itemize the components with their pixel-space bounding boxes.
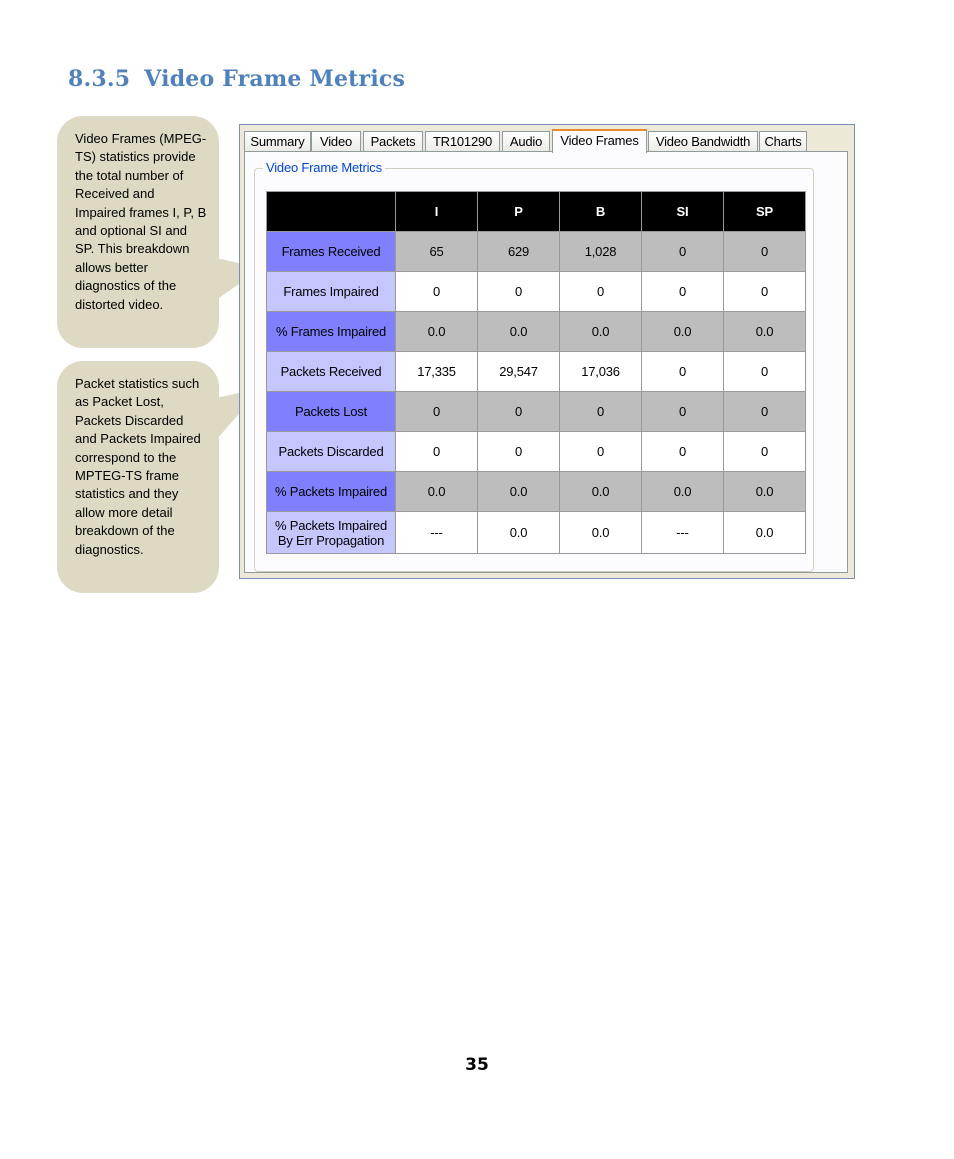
- metrics-table: [266, 191, 806, 554]
- tab-packets[interactable]: Packets: [363, 131, 423, 151]
- table-cell: 0: [560, 272, 642, 312]
- table-cell: 29,547: [478, 352, 560, 392]
- row-label: Frames Impaired: [267, 272, 396, 312]
- table-cell: 0: [642, 392, 724, 432]
- table-row: [267, 472, 806, 512]
- table-cell: 0.0: [560, 472, 642, 512]
- table-row: [267, 272, 806, 312]
- column-header: I: [396, 192, 478, 232]
- row-label: Frames Received: [267, 232, 396, 272]
- table-cell: 0: [642, 352, 724, 392]
- table-cell: 0.0: [724, 472, 806, 512]
- row-label: % Packets Impaired By Err Propagation: [267, 512, 396, 554]
- page-number: 35: [465, 1055, 489, 1075]
- table-row: [267, 232, 806, 272]
- table-cell: 0.0: [560, 312, 642, 352]
- row-label: % Packets Impaired: [267, 472, 396, 512]
- table-cell: 0.0: [396, 312, 478, 352]
- tab-video[interactable]: Video: [311, 131, 361, 151]
- table-cell: 65: [396, 232, 478, 272]
- section-title: Video Frame Metrics: [144, 66, 406, 92]
- table-row: [267, 312, 806, 352]
- table-cell: 0: [642, 272, 724, 312]
- app-screenshot: [239, 124, 855, 579]
- header-corner: [267, 192, 396, 232]
- table-row: [267, 432, 806, 472]
- table-cell: 0: [396, 392, 478, 432]
- column-header: SI: [642, 192, 724, 232]
- table-cell: 0.0: [478, 512, 560, 554]
- video-frame-metrics-group: [254, 160, 814, 572]
- table-cell: 0: [642, 432, 724, 472]
- table-cell: 0: [642, 232, 724, 272]
- table-cell: 0: [396, 272, 478, 312]
- callout-packet-statistics: Packet statistics such as Packet Lost, Packets Discarded and Packets Impaired correspond to the MPTEG-TS frame statistics and they allow more detail breakdown of the diagnostics.: [57, 361, 219, 593]
- table-cell: 0: [478, 432, 560, 472]
- tab-panel: [244, 151, 848, 573]
- table-cell: 0: [724, 392, 806, 432]
- table-cell: 0: [560, 392, 642, 432]
- section-number: 8.3.5: [68, 66, 131, 92]
- table-cell: 0: [560, 432, 642, 472]
- table-cell: 0.0: [724, 312, 806, 352]
- table-cell: 0: [724, 352, 806, 392]
- table-row: [267, 392, 806, 432]
- row-label: % Frames Impaired: [267, 312, 396, 352]
- table-cell: 0: [724, 232, 806, 272]
- table-cell: 629: [478, 232, 560, 272]
- tab-tr101290[interactable]: TR101290: [425, 131, 500, 151]
- table-cell: 0.0: [478, 312, 560, 352]
- table-cell: 0.0: [396, 472, 478, 512]
- column-header: B: [560, 192, 642, 232]
- table-cell: ---: [396, 512, 478, 554]
- table-cell: 0: [478, 392, 560, 432]
- column-header: SP: [724, 192, 806, 232]
- table-cell: 17,335: [396, 352, 478, 392]
- table-header-row: [267, 192, 806, 232]
- table-cell: ---: [642, 512, 724, 554]
- table-cell: 0: [724, 432, 806, 472]
- tab-summary[interactable]: Summary: [244, 131, 311, 151]
- column-header: P: [478, 192, 560, 232]
- tab-audio[interactable]: Audio: [502, 131, 550, 151]
- row-label: Packets Discarded: [267, 432, 396, 472]
- table-cell: 0.0: [478, 472, 560, 512]
- table-cell: 0.0: [724, 512, 806, 554]
- table-row: [267, 352, 806, 392]
- group-title: Video Frame Metrics: [263, 160, 385, 175]
- table-row: [267, 512, 806, 554]
- table-cell: 0: [396, 432, 478, 472]
- table-cell: 0: [478, 272, 560, 312]
- table-cell: 0: [724, 272, 806, 312]
- table-cell: 0.0: [642, 312, 724, 352]
- tab-video-bandwidth[interactable]: Video Bandwidth: [648, 131, 758, 151]
- row-label: Packets Received: [267, 352, 396, 392]
- table-cell: 17,036: [560, 352, 642, 392]
- table-cell: 0.0: [642, 472, 724, 512]
- tab-video-frames[interactable]: Video Frames: [552, 129, 647, 153]
- tab-charts[interactable]: Charts: [759, 131, 807, 151]
- table-cell: 0.0: [560, 512, 642, 554]
- table-cell: 1,028: [560, 232, 642, 272]
- row-label: Packets Lost: [267, 392, 396, 432]
- callout-video-frames: Video Frames (MPEG-TS) statistics provide the total number of Received and Impaired frames I, P, B and optional SI and SP. This breakdown allows better diagnostics of the distorted video.: [57, 116, 219, 348]
